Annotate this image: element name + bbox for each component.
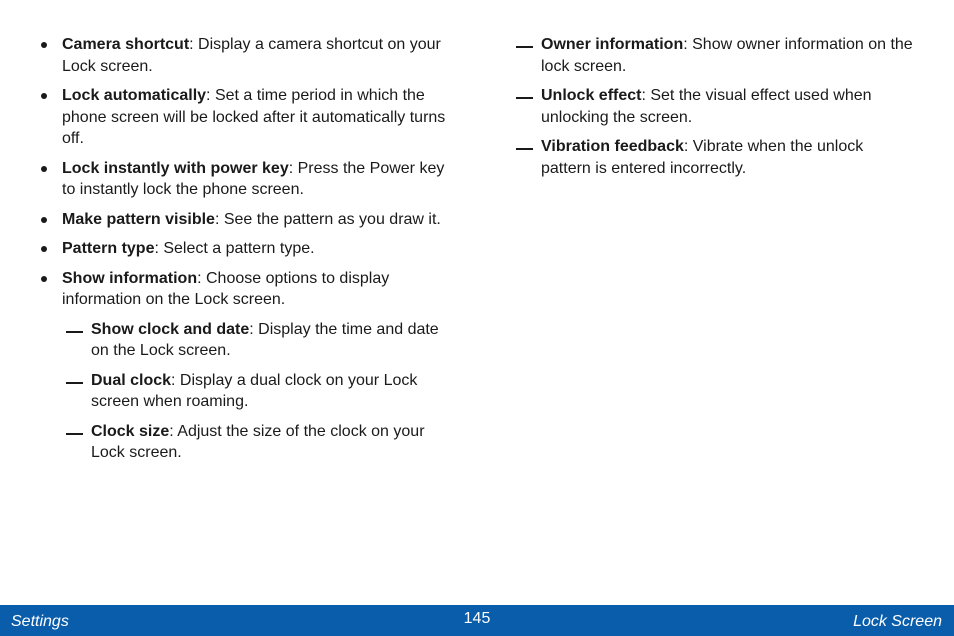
list-item-make-pattern-visible: [40, 209, 460, 231]
item-description: : Press the Power key to instantly lock the phone screen.: [62, 159, 445, 198]
item-description: : Adjust the size of the clock on your Lock screen.: [91, 422, 425, 461]
dash-icon: [66, 382, 83, 384]
item-term: Show clock and date: [91, 320, 250, 338]
sub-item-vibration-feedback: [516, 136, 916, 179]
item-term: Lock instantly with power key: [62, 159, 289, 177]
dash-icon: [516, 46, 533, 48]
dash-icon: [66, 433, 83, 435]
item-description: : Display a camera shortcut on your Lock screen.: [62, 36, 441, 75]
item-term: Dual clock: [91, 371, 172, 389]
list-item-lock-automatically: [40, 85, 460, 150]
item-term: Vibration feedback: [541, 138, 684, 155]
item-term: Make pattern visible: [62, 210, 215, 228]
item-term: Lock automatically: [62, 87, 207, 104]
list-item-pattern-type: [40, 238, 460, 260]
sub-item-clock-size: [66, 421, 460, 464]
item-term: Show information: [62, 269, 198, 287]
footer-section-label: Settings: [11, 613, 69, 630]
item-description: : Display the time and date on the Lock screen.: [91, 320, 439, 359]
bullet-icon: [41, 166, 47, 172]
list-item-camera-shortcut: [40, 34, 460, 77]
bullet-icon: [41, 246, 47, 252]
dash-icon: [516, 97, 533, 99]
item-term: Unlock effect: [541, 87, 642, 104]
list-item-show-information: [40, 268, 460, 311]
bullet-icon: [41, 217, 47, 223]
bullet-icon: [41, 93, 47, 99]
item-description: : Vibrate when the unlock pattern is entered incorrectly.: [541, 138, 864, 177]
item-description: : See the pattern as you draw it.: [214, 210, 441, 228]
sub-item-unlock-effect: [516, 85, 916, 128]
item-description: : Choose options to display information on the Lock screen.: [62, 269, 390, 308]
sub-item-show-clock-and-date: [66, 319, 460, 362]
item-description: : Set the visual effect used when unlocking the screen.: [541, 87, 872, 126]
bullet-icon: [41, 276, 47, 282]
item-description: : Set a time period in which the phone screen will be locked after it automatically turns off.: [62, 87, 446, 147]
list-item-lock-instantly: [40, 158, 460, 201]
page-number: 145: [463, 610, 491, 627]
item-term: Owner information: [541, 36, 684, 53]
bullet-icon: [41, 42, 47, 48]
sub-item-owner-information: [516, 34, 916, 77]
item-term: Clock size: [91, 422, 170, 440]
dash-icon: [516, 148, 533, 150]
sub-item-dual-clock: [66, 370, 460, 413]
item-term: Pattern type: [62, 240, 155, 257]
left-column: [40, 34, 460, 472]
page-footer: [0, 605, 954, 636]
footer-chapter-label: Lock Screen: [853, 613, 942, 630]
right-column: [516, 34, 916, 187]
item-description: : Show owner information on the lock screen.: [541, 36, 913, 75]
item-description: : Display a dual clock on your Lock screen when roaming.: [91, 371, 418, 410]
dash-icon: [66, 331, 83, 333]
item-term: Camera shortcut: [62, 36, 190, 53]
item-description: : Select a pattern type.: [154, 240, 315, 257]
